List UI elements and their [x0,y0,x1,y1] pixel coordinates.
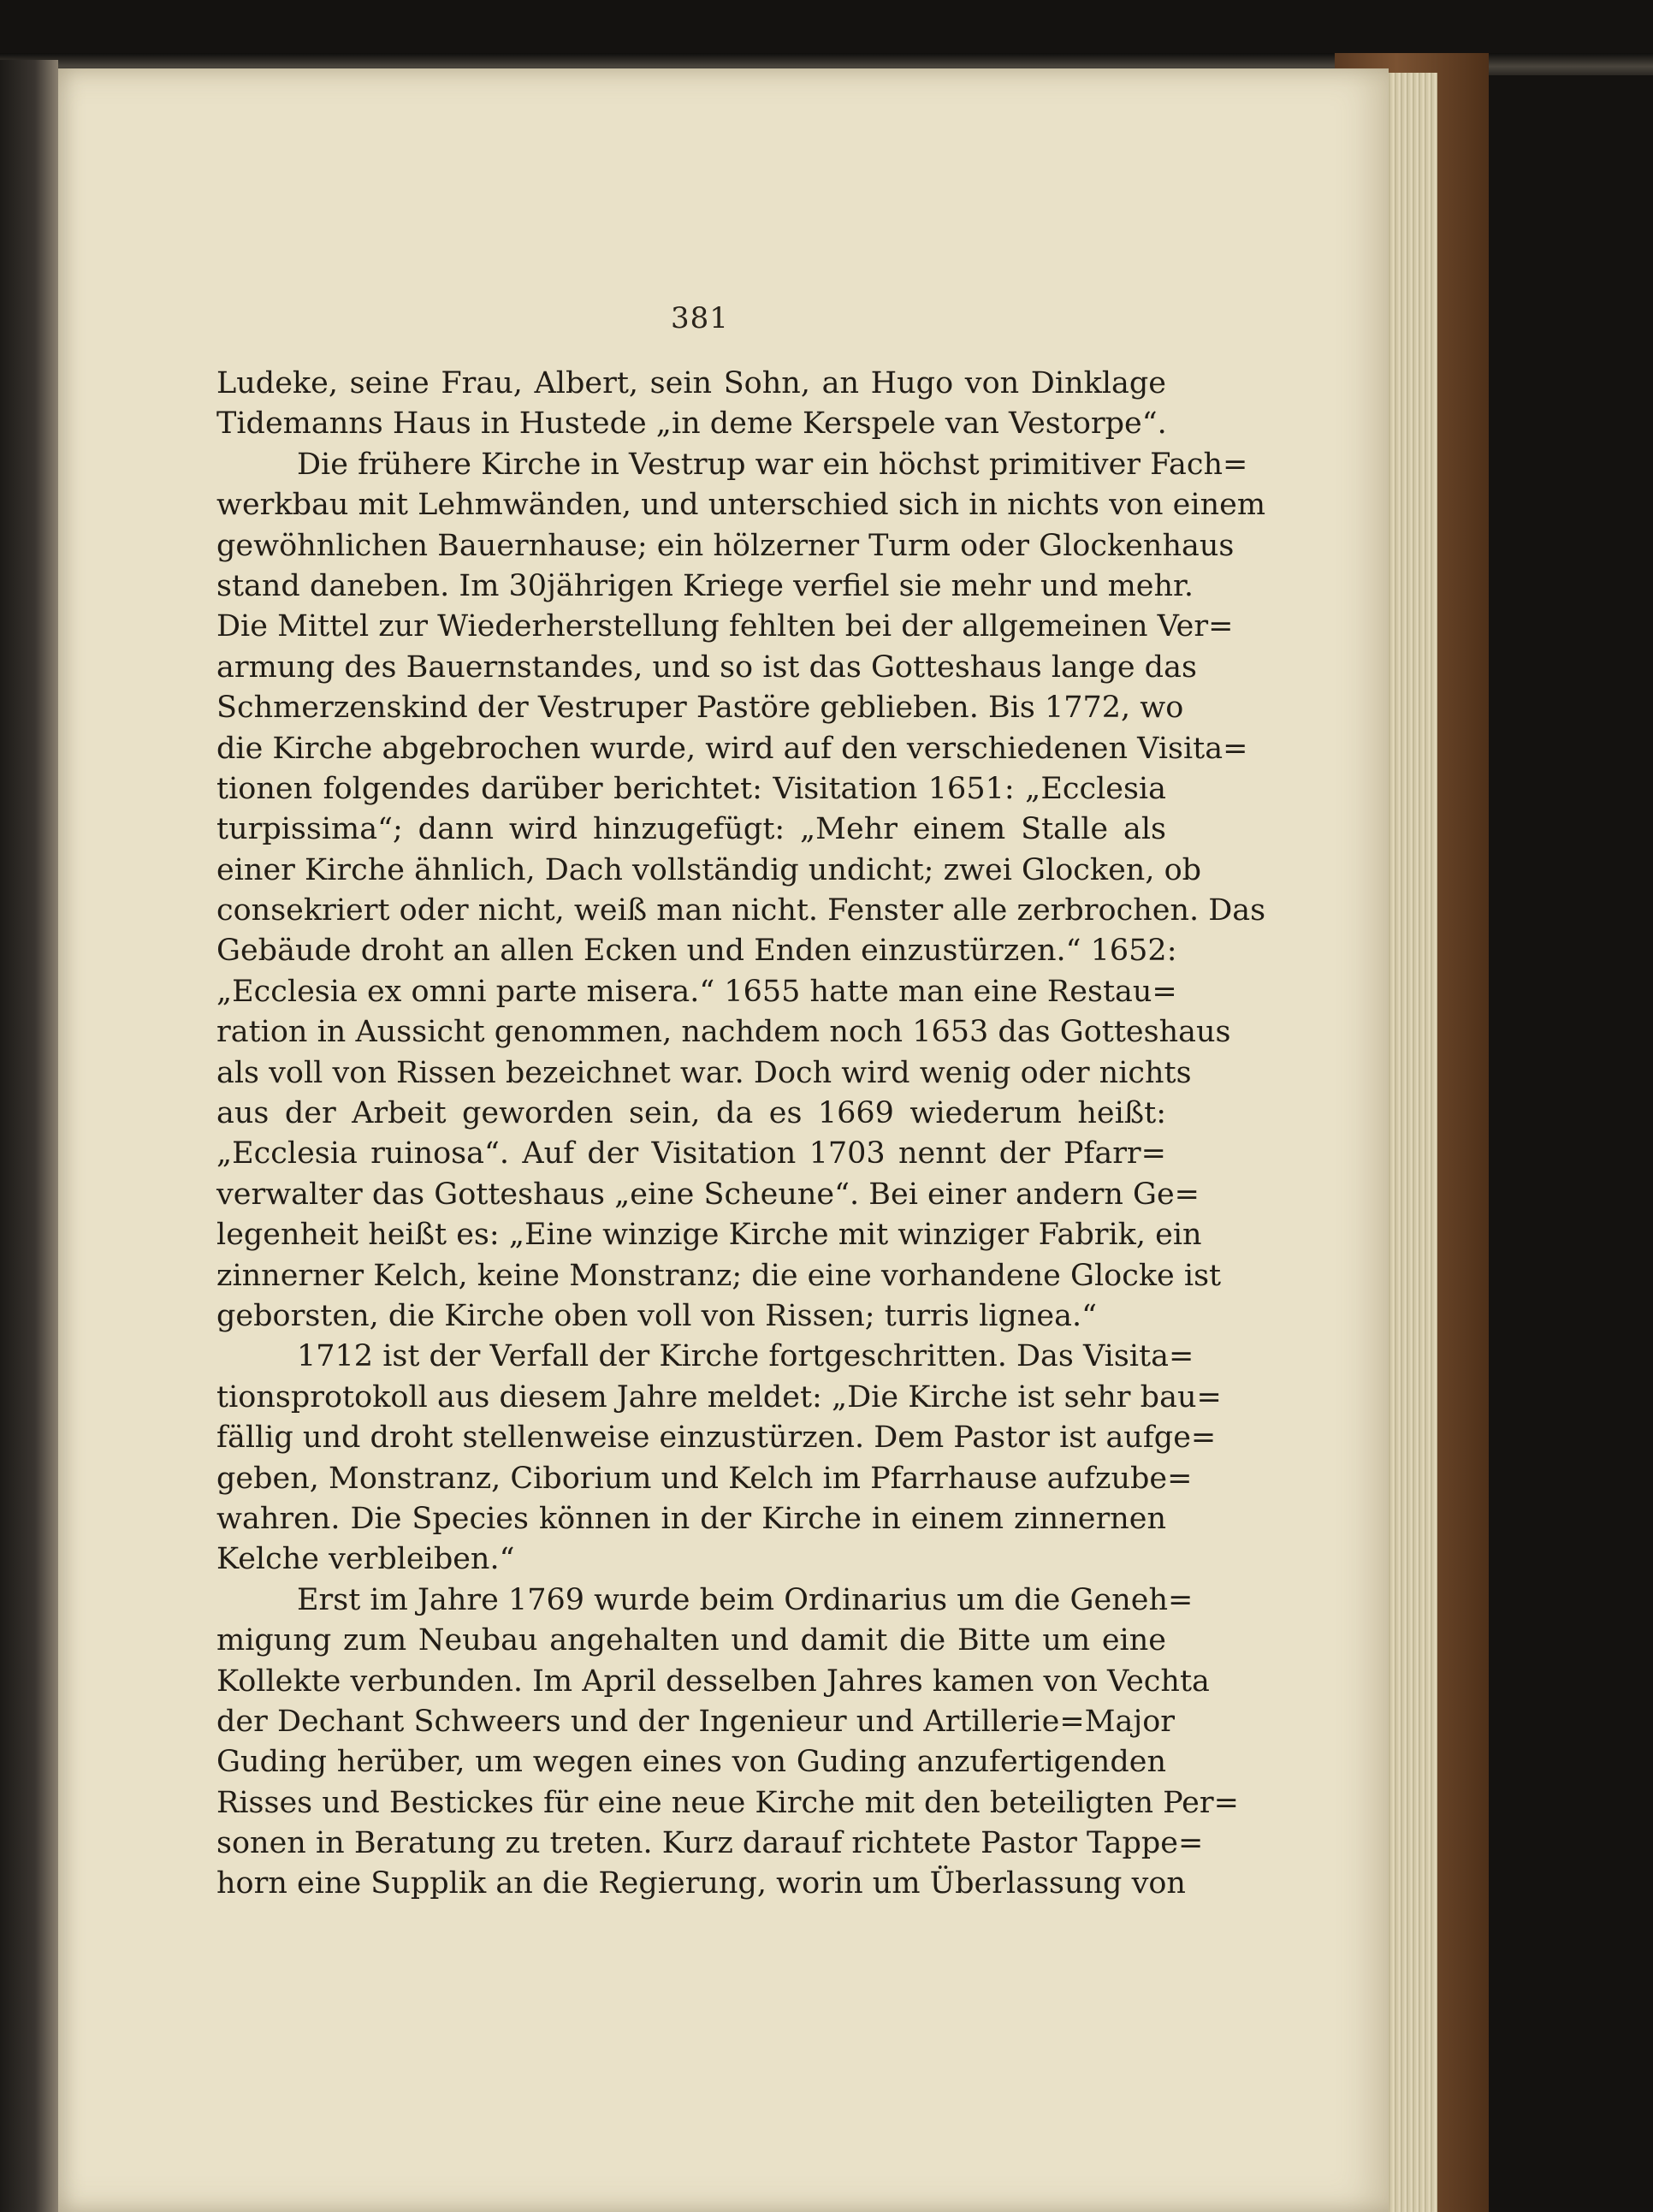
text-line: zinnerner Kelch, keine Monstranz; die eine vorhandene Glocke ist [216,1258,1222,1293]
text-line: einer Kirche ähnlich, Dach vollständig undicht; zwei Glocken, ob [216,852,1202,887]
text-line: 1712 ist der Verfall der Kirche fortgeschritten. Das Visita= [297,1339,1194,1374]
text-line: Ludeke, seine Frau, Albert, sein Sohn, an Hugo von Dinklage [216,366,1166,400]
text-line: turpissima“; dann wird hinzugefügt: „Mehr einem Stalle als [216,812,1166,847]
text-line: die Kirche abgebrochen wurde, wird auf den verschiedenen Visita= [216,731,1248,766]
body-text [216,364,1266,1905]
page-number: 381 [671,301,729,335]
text-line: sonen in Beratung zu treten. Kurz darauf richtete Pastor Tappe= [216,1826,1204,1861]
text-line: verwalter das Gotteshaus „eine Scheune“. Bei einer andern Ge= [216,1177,1200,1212]
text-line: als voll von Rissen bezeichnet war. Doch wird wenig oder nichts [216,1055,1192,1090]
text-line: Kelche verbleiben.“ [216,1542,515,1577]
text-line: fällig und droht stellenweise einzustürzen. Dem Pastor ist aufge= [216,1420,1217,1456]
text-line: wahren. Die Species können in der Kirche in einem zinnernen [216,1501,1166,1536]
text-line: legenheit heißt es: „Eine winzige Kirche mit winziger Fabrik, ein [216,1218,1202,1253]
text-line: der Dechant Schweers und der Ingenieur und Artillerie=Major [216,1704,1176,1739]
text-line: „Ecclesia ex omni parte misera.“ 1655 hatte man eine Restau= [216,974,1177,1009]
text-line: consekriert oder nicht, weiß man nicht. Fenster alle zerbrochen. Das [216,893,1266,928]
text-line: stand daneben. Im 30jährigen Kriege verfiel sie mehr und mehr. [216,568,1194,603]
book-page [58,68,1389,2212]
text-line: ration in Aussicht genommen, nachdem noch 1653 das Gotteshaus [216,1015,1231,1050]
text-line: Risses und Bestickes für eine neue Kirche mit den beteiligten Per= [216,1785,1239,1820]
text-line: Gebäude droht an allen Ecken und Enden einzustürzen.“ 1652: [216,934,1177,969]
text-line: horn eine Supplik an die Regierung, worin um Überlassung von [216,1866,1186,1901]
text-line: Die frühere Kirche in Vestrup war ein höchst primitiver Fach= [297,447,1248,482]
text-line: Guding herüber, um wegen eines von Guding anzufertigenden [216,1745,1166,1780]
text-line: geborsten, die Kirche oben voll von Rissen; turris lignea.“ [216,1298,1097,1333]
text-line: gewöhnlichen Bauernhause; ein hölzerner Turm oder Glockenhaus [216,528,1235,563]
text-line: migung zum Neubau angehalten und damit die Bitte um eine [216,1623,1166,1658]
text-line: Schmerzenskind der Vestruper Pastöre geblieben. Bis 1772, wo [216,691,1184,726]
text-line: tionen folgendes darüber berichtet: Visitation 1651: „Ecclesia [216,771,1166,806]
previous-page-edge [0,60,58,2212]
text-line: „Ecclesia ruinosa“. Auf der Visitation 1703 nennt der Pfarr= [216,1136,1166,1171]
text-line: Tidemanns Haus in Hustede „in deme Kerspele van Vestorpe“. [216,406,1167,442]
text-line: aus der Arbeit geworden sein, da es 1669 wiederum heißt: [216,1096,1166,1131]
text-line: geben, Monstranz, Ciborium und Kelch im Pfarrhause aufzube= [216,1461,1193,1496]
text-line: Die Mittel zur Wiederherstellung fehlten bei der allgemeinen Ver= [216,609,1234,644]
text-line: werkbau mit Lehmwänden, und unterschied sich in nichts von einem [216,488,1266,523]
text-line: armung des Bauernstandes, und so ist das Gotteshaus lange das [216,649,1197,685]
text-line: Kollekte verbunden. Im April desselben Jahres kamen von Vechta [216,1663,1210,1699]
text-line: tionsprotokoll aus diesem Jahre meldet: „Die Kirche ist sehr bau= [216,1379,1222,1414]
text-line: Erst im Jahre 1769 wurde beim Ordinarius um die Geneh= [297,1582,1194,1617]
